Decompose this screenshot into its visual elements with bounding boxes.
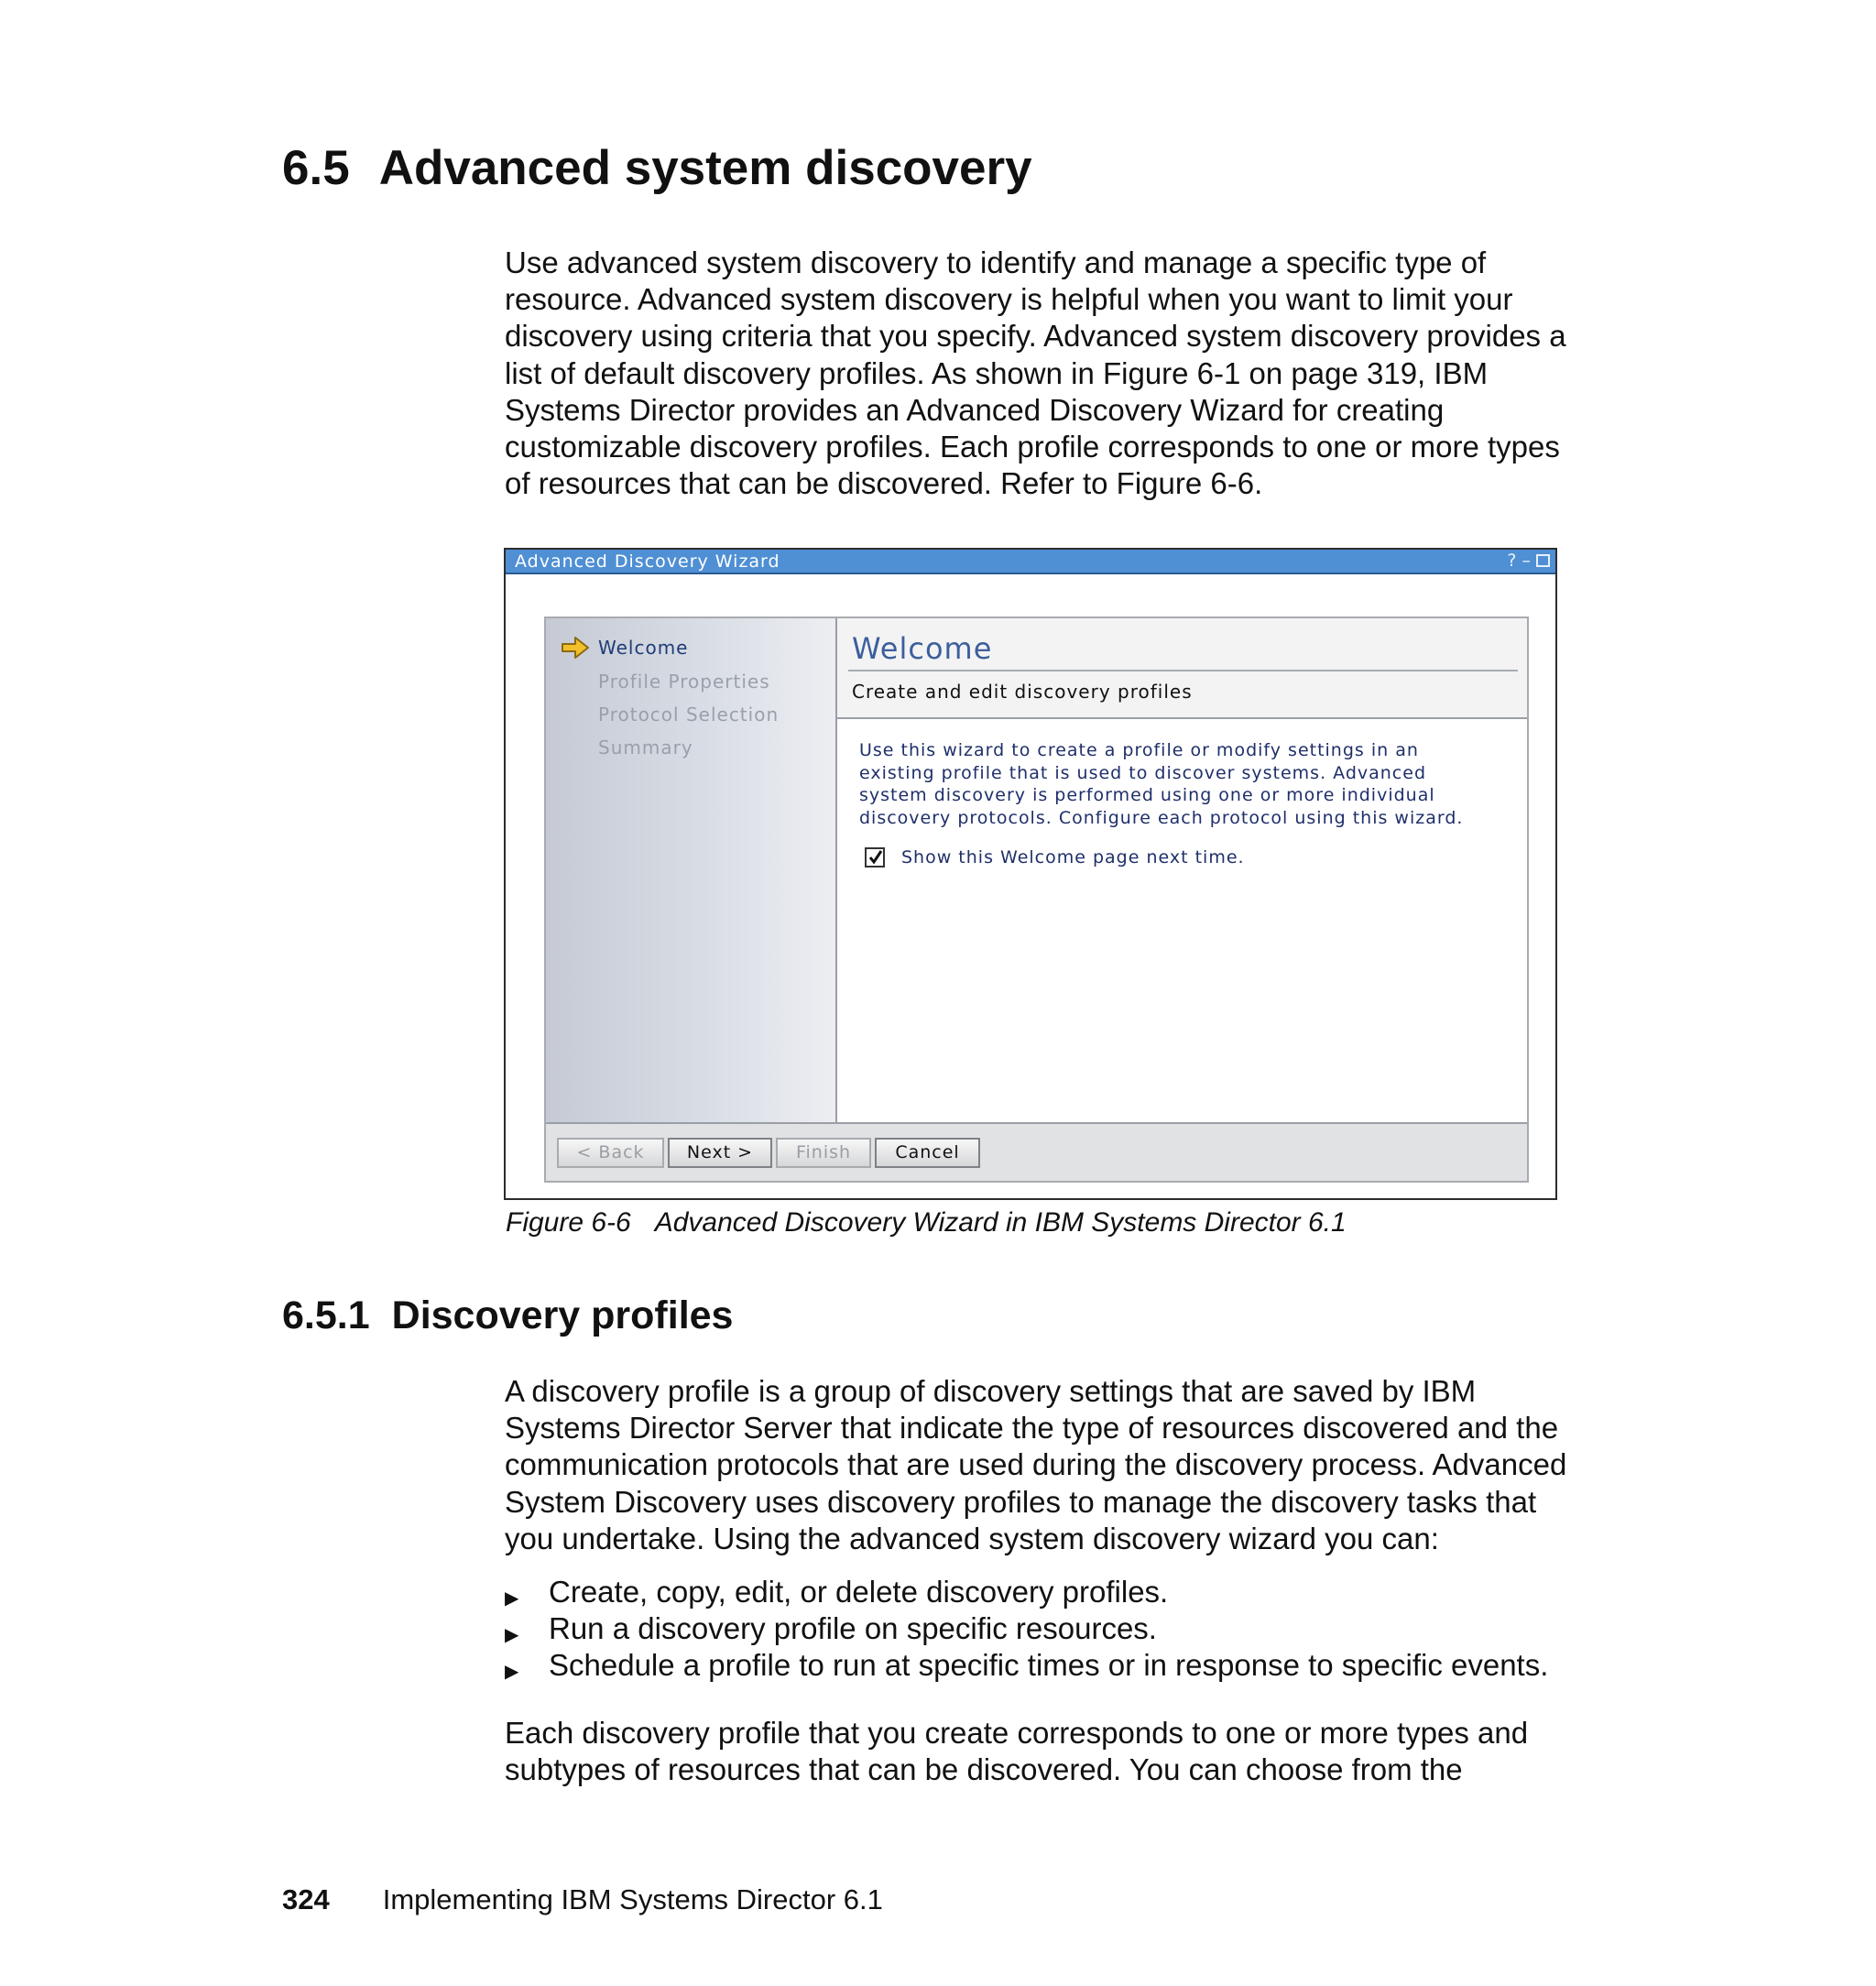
capabilities-list [505, 1574, 1548, 1685]
bullet-triangle-icon: ▶ [505, 1662, 519, 1683]
figure-label: Figure 6-6 [506, 1207, 631, 1238]
profiles-line: A discovery profile is a group of discovery settings that are saved by IBM [505, 1374, 1477, 1408]
list-item-text: Schedule a profile to run at specific times or in response to specific events. [549, 1648, 1549, 1683]
subsection-heading [282, 1292, 733, 1339]
wizard-content [837, 719, 1527, 1122]
section-title: Advanced system discovery [378, 141, 1032, 195]
wizard-titlebar [506, 550, 1555, 574]
maximize-icon[interactable] [1536, 554, 1550, 567]
step-profile-properties[interactable]: Profile Properties [598, 671, 770, 693]
cancel-button[interactable]: Cancel [875, 1138, 980, 1168]
minimize-icon[interactable]: – [1522, 551, 1531, 571]
figure-caption [506, 1207, 1347, 1239]
wizard-heading: Welcome [852, 631, 993, 666]
wizard-header [837, 618, 1527, 719]
intro-line: of resources that can be discovered. Refer to Figure 6-6. [505, 466, 1263, 501]
step-summary[interactable]: Summary [598, 737, 693, 758]
book-title: Implementing IBM Systems Director 6.1 [382, 1883, 883, 1915]
current-step-arrow-icon [561, 636, 590, 660]
back-button[interactable]: < Back [557, 1138, 664, 1168]
wizard-description [859, 739, 1463, 829]
profiles-line: System Discovery uses discovery profiles to manage the discovery tasks that [505, 1484, 1537, 1519]
figure-caption-text: Advanced Discovery Wizard in IBM Systems Director 6.1 [654, 1207, 1347, 1238]
page-footer [282, 1883, 883, 1916]
list-item-text: Run a discovery profile on specific resources. [549, 1611, 1157, 1646]
intro-line: list of default discovery profiles. As shown in Figure 6-1 on page 319, IBM [505, 355, 1489, 390]
intro-line: Systems Director provides an Advanced Discovery Wizard for creating [505, 392, 1445, 427]
step-welcome[interactable]: Welcome [598, 637, 689, 659]
next-button[interactable]: Next > [668, 1138, 772, 1168]
subsection-title: Discovery profiles [391, 1293, 734, 1337]
intro-line: Use advanced system discovery to identify and manage a specific type of [505, 246, 1487, 279]
bullet-triangle-icon: ▶ [505, 1588, 519, 1609]
profiles-tail-line: subtypes of resources that can be discovered. You can choose from the [505, 1752, 1463, 1787]
intro-line: resource. Advanced system discovery is helpful when you want to limit your [505, 282, 1513, 317]
show-welcome-option[interactable] [865, 847, 1245, 868]
finish-button[interactable]: Finish [776, 1138, 871, 1168]
wizard-steps-nav [546, 618, 837, 1122]
wizard-window-title: Advanced Discovery Wizard [515, 551, 780, 572]
list-item [505, 1647, 1548, 1684]
intro-line: customizable discovery profiles. Each profile corresponds to one or more types [505, 430, 1560, 464]
wizard-subheading: Create and edit discovery profiles [852, 681, 1193, 703]
profiles-tail-paragraph [505, 1715, 1528, 1788]
wizard-button-bar [546, 1122, 1527, 1181]
checkmark-icon [867, 849, 884, 866]
section-heading [282, 139, 1032, 198]
show-welcome-label[interactable]: Show this Welcome page next time. [901, 847, 1245, 868]
section-number: 6.5 [282, 141, 350, 195]
profiles-line: Systems Director Server that indicate the type of resources discovered and the [505, 1411, 1559, 1446]
subsection-number: 6.5.1 [282, 1293, 370, 1337]
list-item [505, 1574, 1548, 1610]
show-welcome-checkbox[interactable] [865, 847, 885, 868]
profiles-line: you undertake. Using the advanced system discovery wizard you can: [505, 1521, 1439, 1555]
step-protocol-selection[interactable]: Protocol Selection [598, 704, 780, 726]
page-number: 324 [282, 1883, 330, 1915]
bullet-triangle-icon: ▶ [505, 1625, 519, 1646]
wizard-panel [544, 617, 1529, 1183]
profiles-line: communication protocols that are used during the discovery process. Advanced [505, 1447, 1567, 1482]
description-line: existing profile that is used to discover systems. Advanced [859, 762, 1426, 783]
intro-paragraph [505, 245, 1566, 502]
description-line: discovery protocols. Configure each protocol using this wizard. [859, 807, 1464, 828]
list-item [505, 1610, 1548, 1647]
window-controls [1507, 551, 1550, 571]
wizard-window [504, 548, 1557, 1200]
description-line: Use this wizard to create a profile or modify settings in an [859, 740, 1419, 760]
list-item-text: Create, copy, edit, or delete discovery profiles. [549, 1575, 1169, 1609]
profiles-paragraph [505, 1373, 1566, 1557]
description-line: system discovery is performed using one or more individual [859, 785, 1435, 805]
profiles-tail-line: Each discovery profile that you create corresponds to one or more types and [505, 1716, 1529, 1750]
help-icon[interactable]: ? [1507, 551, 1517, 571]
header-divider [848, 670, 1518, 671]
intro-line: discovery using criteria that you specify. Advanced system discovery provides a [505, 319, 1566, 354]
